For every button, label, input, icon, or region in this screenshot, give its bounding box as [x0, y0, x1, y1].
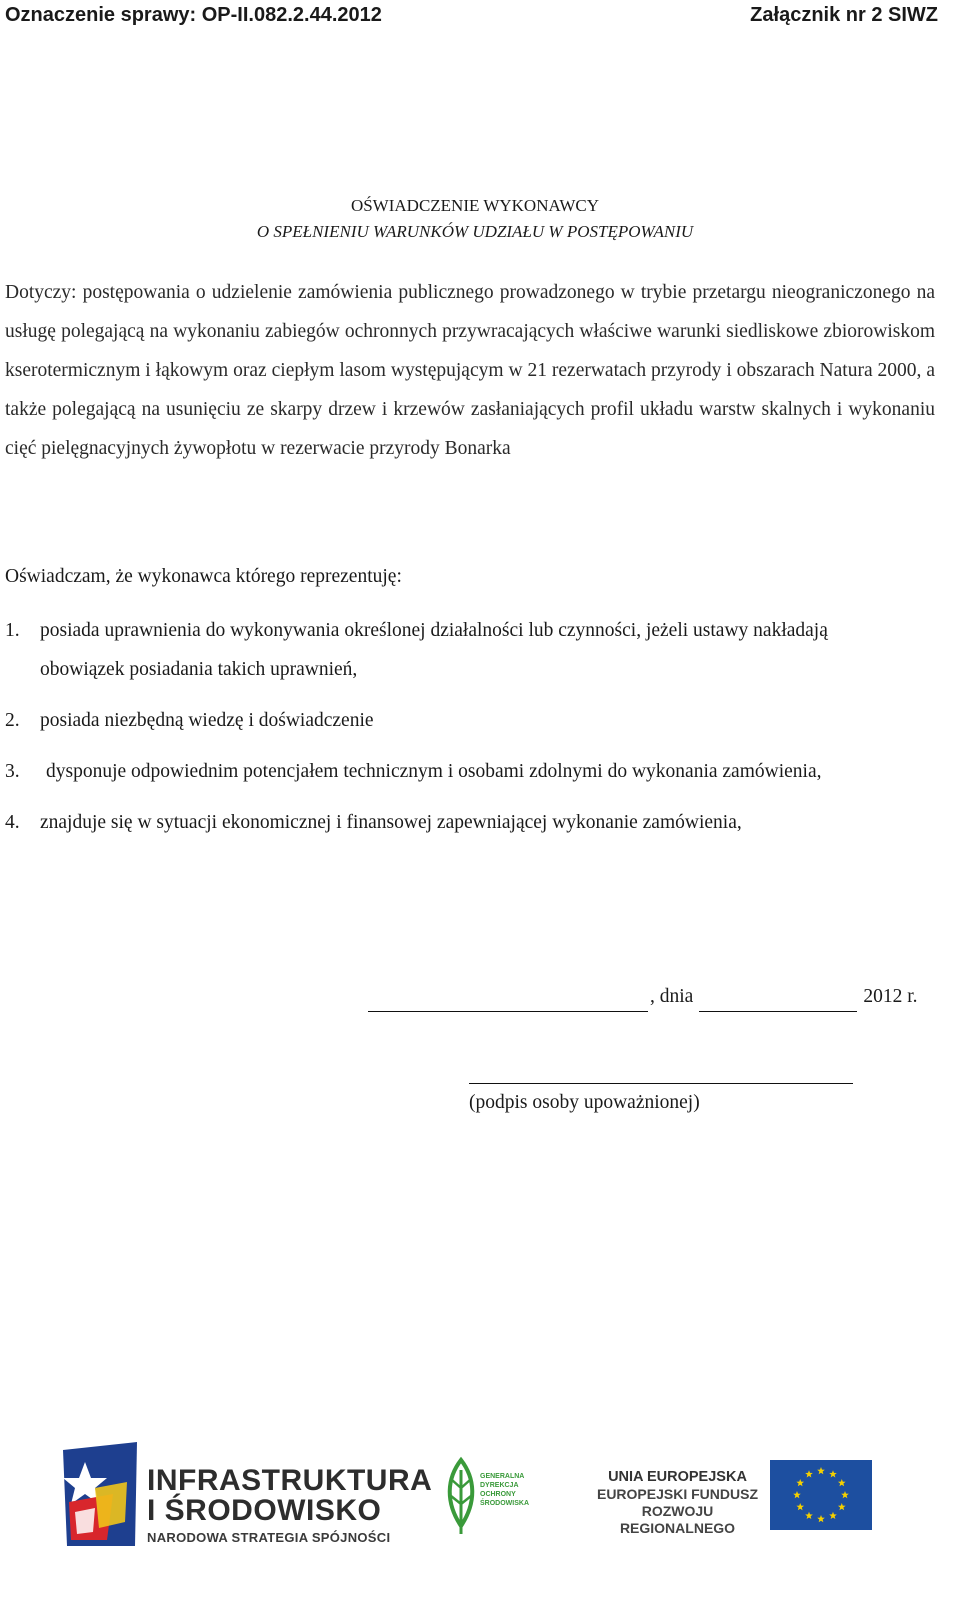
list-item-text: znajduje się w sytuacji ekonomicznej i finansowej zapewniającej wykonanie zamówienia,: [40, 812, 742, 833]
attachment-number: Załącznik nr 2 SIWZ: [750, 3, 938, 26]
list-item: [5, 701, 905, 740]
case-number: Oznaczenie sprawy: OP-II.082.2.44.2012: [5, 3, 382, 26]
nss-line-2: I ŚRODOWISKO: [147, 1494, 382, 1527]
signature-line: [469, 1083, 853, 1084]
eu-line-2: EUROPEJSKI FUNDUSZ: [596, 1486, 759, 1502]
nss-line-3: NARODOWA STRATEGIA SPÓJNOŚCI: [147, 1530, 391, 1545]
eu-line-1: UNIA EUROPEJSKA: [608, 1469, 747, 1485]
page-header: [5, 0, 938, 30]
eu-line-3: ROZWOJU REGIONALNEGO: [619, 1503, 736, 1536]
list-item-number: 4.: [5, 812, 20, 833]
signature-label: (podpis osoby upoważnionej): [469, 1092, 700, 1113]
list-item-text: posiada niezbędną wiedzę i doświadczenie: [40, 710, 374, 731]
declaration-intro: Oświadczam, że wykonawca którego reprezentuję:: [5, 566, 402, 587]
gdos-logo-text: GENERALNA DYREKCJA OCHRONY ŚRODOWISKA: [480, 1473, 529, 1507]
document-title: [0, 193, 950, 245]
eu-logo-text: [590, 1468, 765, 1537]
title-line-1: OŚWIADCZENIE WYKONAWCY: [350, 196, 600, 215]
place-blank-field: [368, 989, 648, 1012]
list-item-text: posiada uprawnienia do wykonywania określonej działalności lub czynności, jeżeli ustawy nakładają obowiązek posiadania takich uprawnień,: [40, 620, 828, 680]
eu-flag-icon: [770, 1460, 872, 1530]
date-blank-field: [699, 989, 857, 1012]
date-separator: , dnia: [650, 986, 694, 1007]
list-item: [5, 752, 905, 791]
subject-paragraph: Dotyczy: postępowania o udzielenie zamówienia publicznego prowadzonego w trybie przetargu nieograniczonego na usługę polegającą na wykonaniu zabiegów ochronnych przywracających właściwe warunki siedliskowe zbiorowiskom kserotermicznym i łąkowym oraz ciepłym lasom występującym w 21 rezerwatach przyrody i obszarach Natura 2000, a także polegającą na usunięciu ze skarpy drzew i krzewów zasłaniających profil układu warstw skalnych i wykonaniu cięć pielęgnacyjnych żywopłotu w rezerwacie przyrody Bonarka: [5, 282, 935, 459]
nss-line-1: INFRASTRUKTURA: [147, 1464, 433, 1497]
list-item: [5, 611, 905, 689]
title-line-2: O SPEŁNIENIU WARUNKÓW UDZIAŁU W POSTĘPOWANIU: [256, 222, 694, 241]
list-item-number: 3.: [5, 761, 20, 782]
list-item-number: 1.: [5, 620, 20, 641]
declaration-list: [5, 611, 905, 842]
nss-logo-text: [147, 1466, 432, 1545]
list-item: [5, 803, 905, 842]
list-item-text: dysponuje odpowiednim potencjałem technicznym i osobami zdolnymi do wykonania zamówienia,: [46, 761, 822, 782]
nss-logo-icon: [55, 1442, 145, 1552]
place-date-line: [368, 982, 936, 1012]
list-item-number: 2.: [5, 710, 20, 731]
footer-logos: [55, 1436, 885, 1556]
date-year: 2012 r.: [863, 986, 918, 1007]
gdos-leaf-icon: [443, 1456, 479, 1536]
